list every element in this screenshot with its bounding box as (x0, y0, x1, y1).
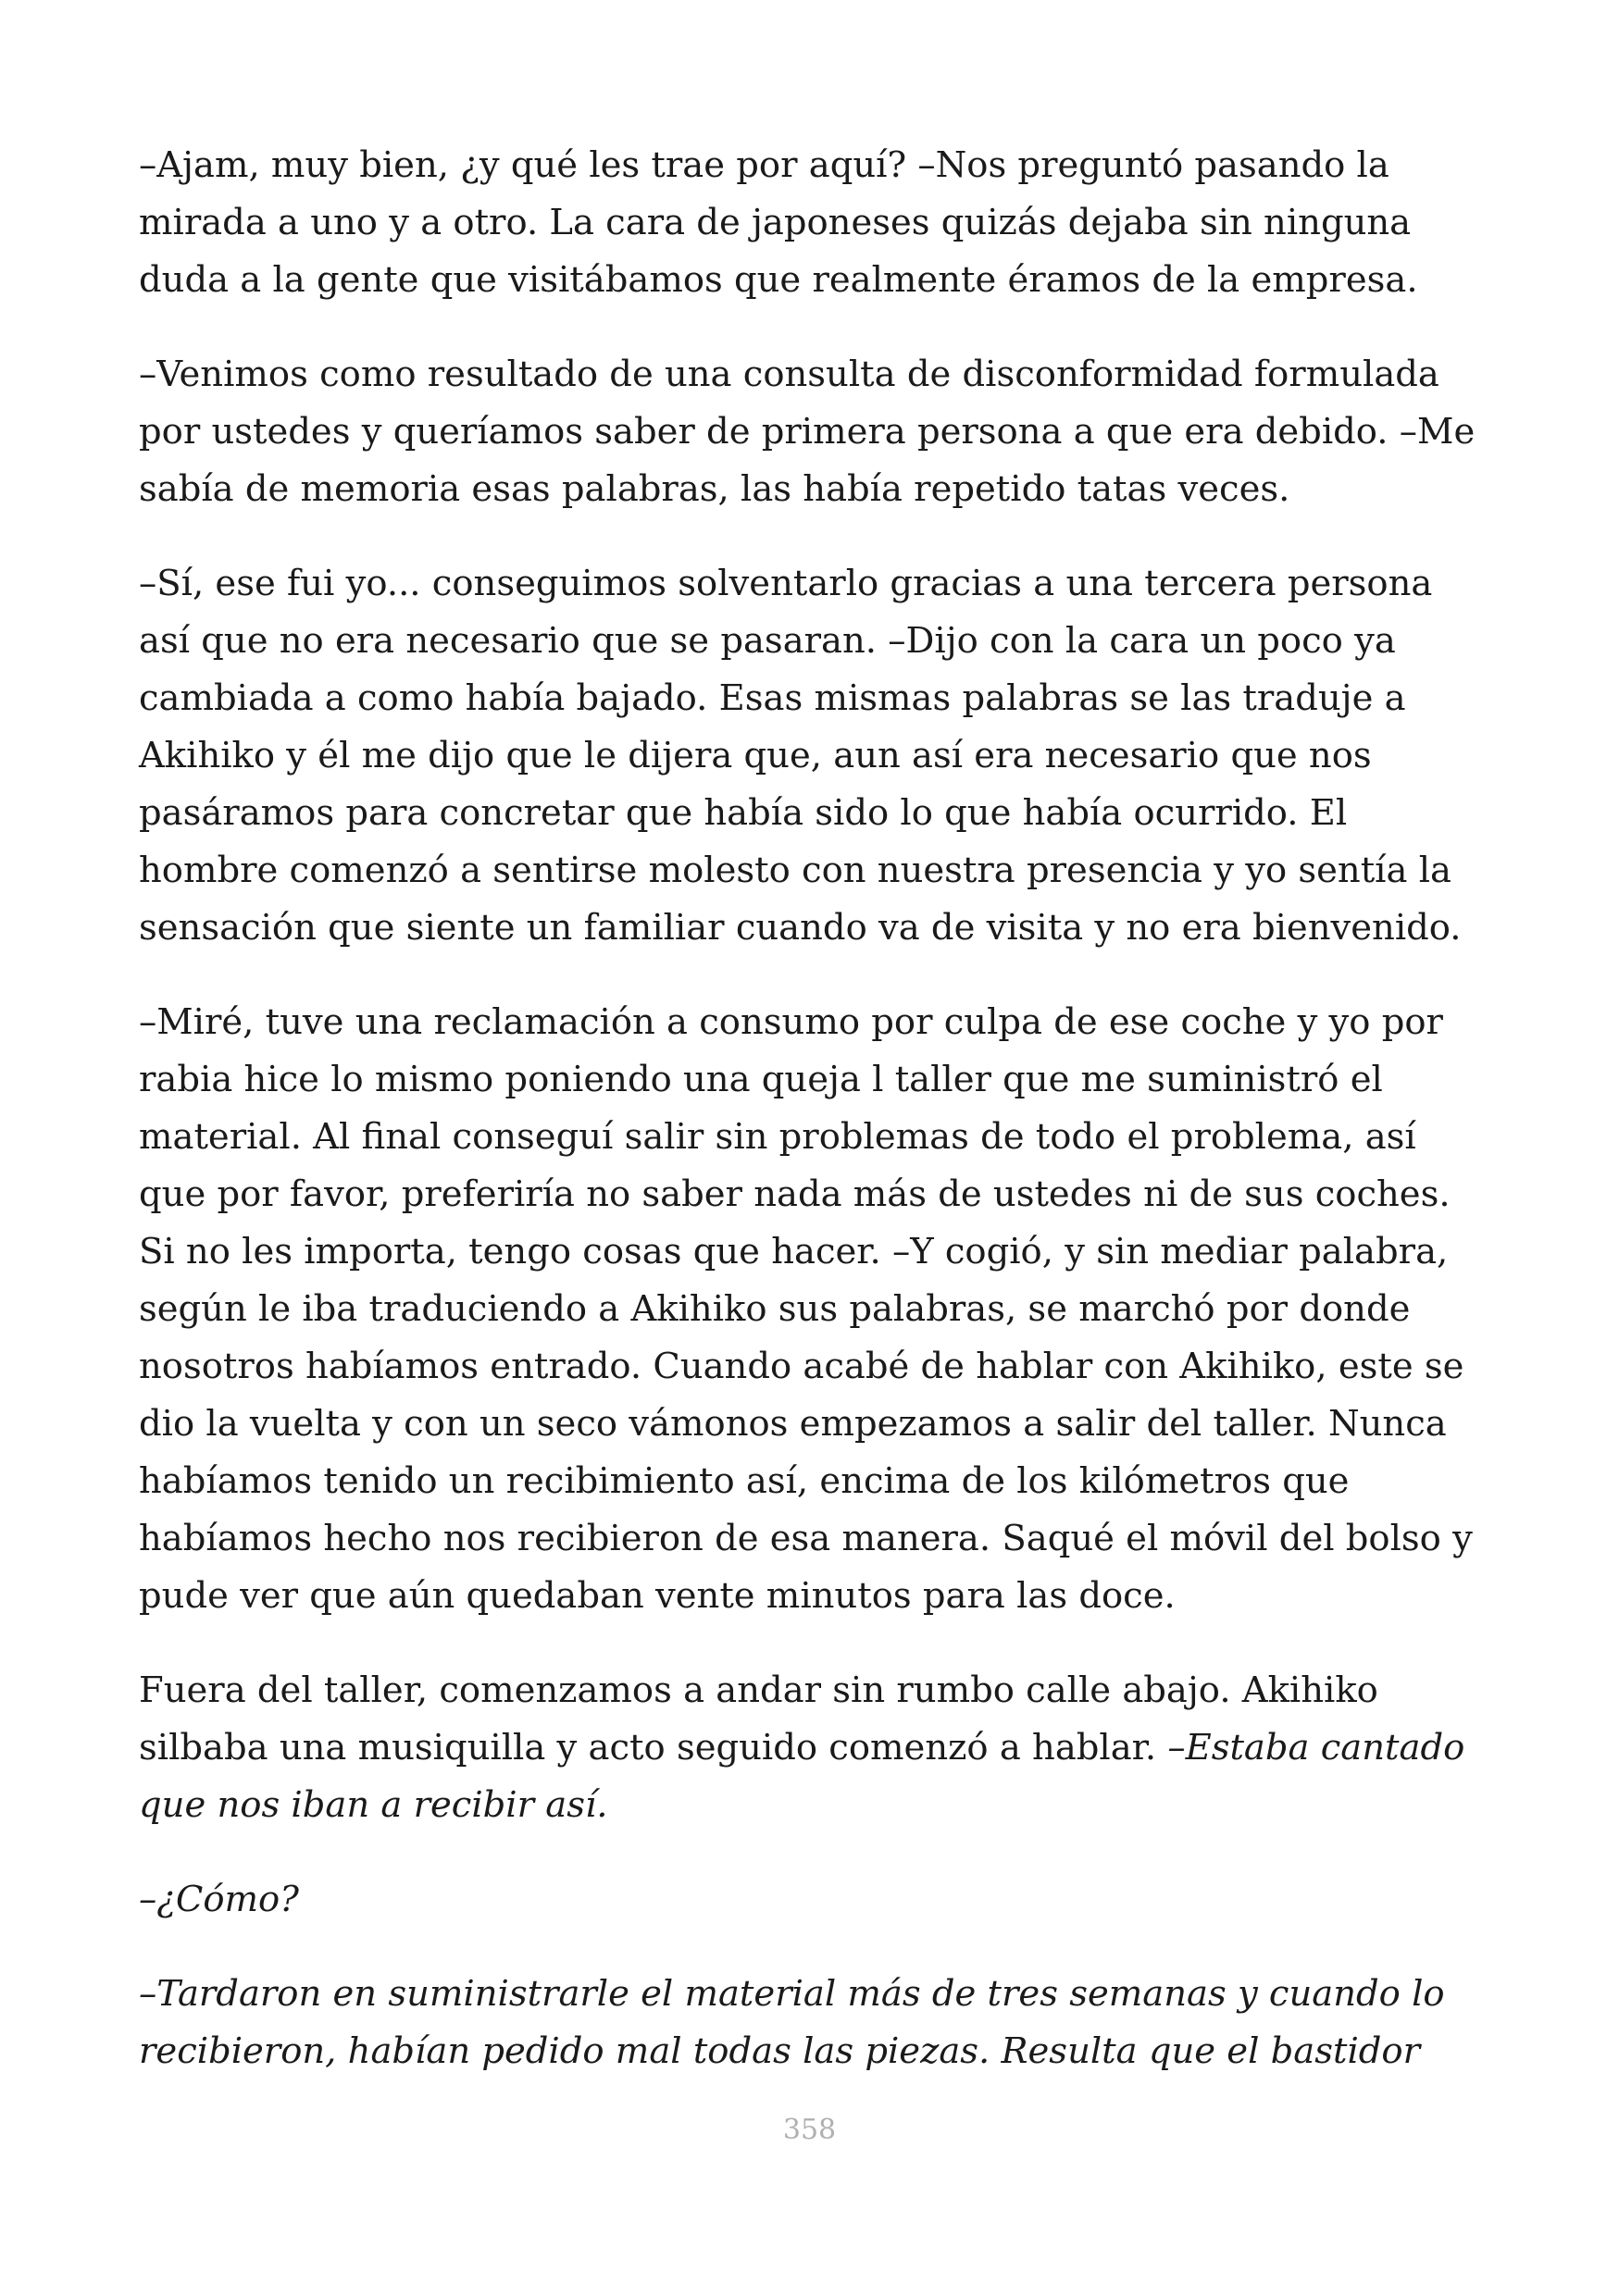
paragraph-7: –Tardaron en suministrarle el material más de tres semanas y cuando lo recibieron, habían pedido mal todas las piezas. Resulta que el bastidor (139, 1973, 1445, 2072)
paragraph-1: –Ajam, muy bien, ¿y qué les trae por aquí? –Nos preguntó pasando la mirada a uno y a otro. La cara de japoneses quizás dejaba sin ninguna duda a la gente que visitábamos que realmente éramos de la empresa. (139, 144, 1418, 301)
paragraph-2: –Venimos como resultado de una consulta de disconformidad formulada por ustedes y queríamos saber de primera persona a que era debido. –Me sabía de memoria esas palabras, las había repetido tatas veces. (139, 354, 1476, 510)
body-text (139, 137, 1492, 2117)
paragraph-3: –Sí, ese fui yo... conseguimos solventarlo gracias a una tercera persona así que no era necesario que se pasaran. –Dijo con la cara un poco ya cambiada a como había bajado. Esas mismas palabras se las traduje a Akihiko y él me dijo que le dijera que, aun así era necesario que nos pasáramos para concretar que había sido lo que había ocurrido. El hombre comenzó a sentirse molesto con nuestra presencia y yo sentía la sensación que siente un familiar cuando va de visita y no era bienvenido. (139, 563, 1462, 949)
paragraph-6: –¿Cómo? (139, 1879, 299, 1920)
paragraph-5 (139, 1662, 1492, 1834)
paragraph-5-roman: Fuera del taller, comenzamos a andar sin rumbo calle abajo. Akihiko silbaba una musiquilla y acto seguido comenzó a hablar. (139, 1669, 1378, 1769)
paragraph-4: –Miré, tuve una reclamación a consumo por culpa de ese coche y yo por rabia hice lo mismo poniendo una queja l taller que me suministró el material. Al final conseguí salir sin problemas de todo el problema, así que por favor, preferiría no saber nada más de ustedes ni de sus coches. Si no les importa, tengo cosas que hacer. –Y cogió, y sin mediar palabra, según le iba traduciendo a Akihiko sus palabras, se marchó por donde nosotros habíamos entrado. Cuando acabé de hablar con Akihiko, este se dio la vuelta y con un seco vámonos empezamos a salir del taller. Nunca habíamos tenido un recibimiento así, encima de los kilómetros que habíamos hecho nos recibieron de esa manera. Saqué el móvil del bolso y pude ver que aún quedaban vente minutos para las doce. (139, 1001, 1473, 1617)
page-number: 358 (782, 2114, 837, 2146)
paragraph-5-italic: –Estaba cantado que nos iban a recibir así. (139, 1727, 1465, 1826)
